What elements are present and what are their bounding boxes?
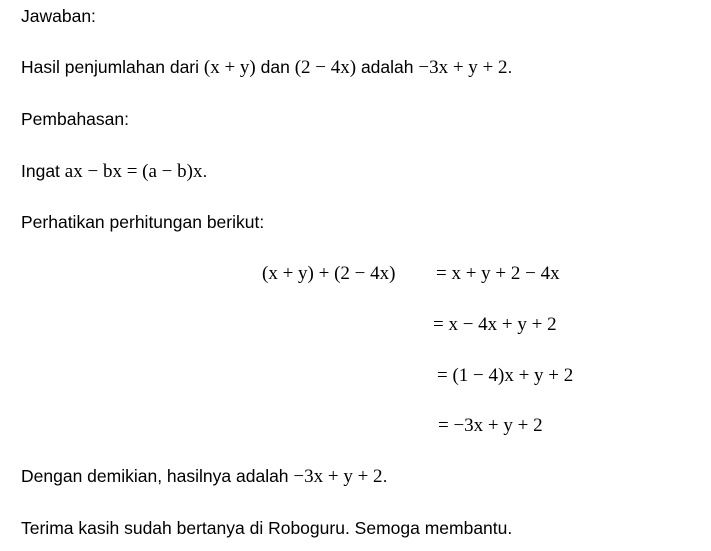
pembahasan-label: Pembahasan: [21, 109, 129, 129]
conclusion-pre: Dengan demikian, hasilnya adalah [21, 466, 294, 486]
answer-text-mid1: dan [255, 57, 295, 77]
conclusion-end: . [382, 466, 388, 486]
ingat-formula: ax − bx = (a − b)x [64, 161, 203, 182]
ingat-statement [21, 160, 207, 183]
answer-result: −3x + y + 2 [418, 57, 508, 78]
closing-text: Terima kasih sudah bertanya di Roboguru. Semoga membantu. [21, 518, 513, 538]
equation-step2: = x − 4x + y + 2 [433, 314, 557, 335]
answer-expr2: (2 − 4x) [294, 57, 357, 78]
answer-text-end: . [507, 57, 513, 77]
ingat-text: Ingat [21, 161, 65, 181]
equation-step4: = −3x + y + 2 [438, 415, 543, 436]
ingat-end: . [202, 161, 208, 181]
equation-lhs: (x + y) + (2 − 4x) [262, 263, 396, 284]
perhatikan-text: Perhatikan perhitungan berikut: [21, 212, 265, 232]
answer-text-pre: Hasil penjumlahan dari [21, 57, 204, 77]
conclusion-expr: −3x + y + 2 [293, 466, 383, 487]
answer-text-mid2: adalah [356, 57, 419, 77]
answer-expr1: (x + y) [203, 57, 256, 78]
equation-step1: = x + y + 2 − 4x [436, 263, 560, 284]
conclusion-statement [21, 465, 387, 488]
jawaban-label: Jawaban: [21, 6, 96, 26]
equation-step3: = (1 − 4)x + y + 2 [437, 365, 574, 386]
answer-statement [21, 56, 512, 79]
